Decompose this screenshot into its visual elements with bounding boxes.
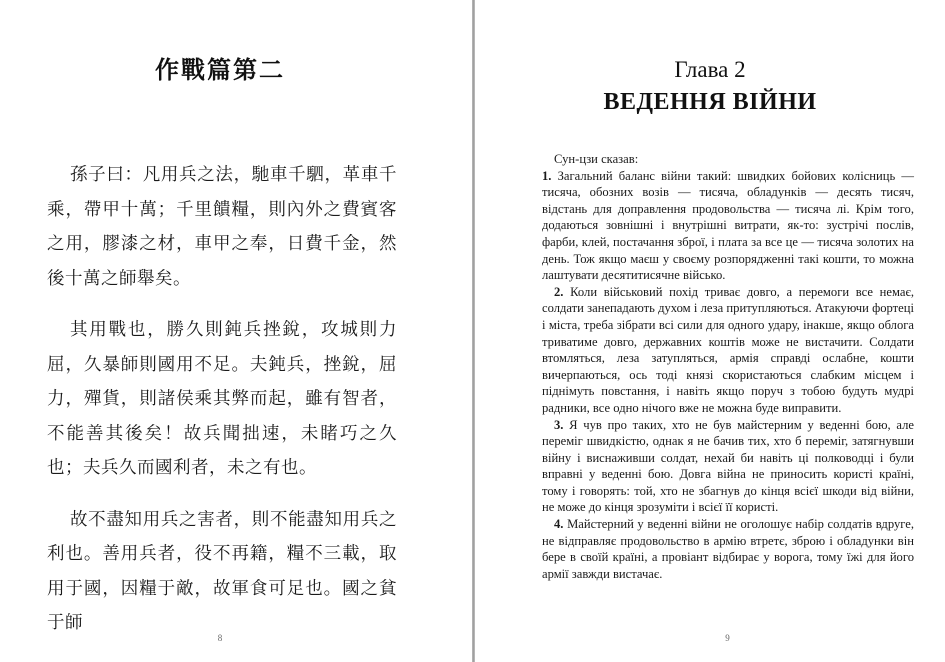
- paragraph-4: [542, 516, 914, 582]
- paragraph-4-text: Майстерний у веденні війни не оголошує набір солдатів вдруге, не відправляє продовольство в армію втретє, зброю і обладунки він бере в своїй країні, а провіант відбирає у ворога, тому їжі для його армії завжди вистачає.: [542, 517, 914, 581]
- paragraph-1: [542, 168, 914, 284]
- chapter-title: ВЕДЕННЯ ВІЙНИ: [603, 89, 817, 115]
- paragraph-3-text: Я чув про таких, хто не був майстерним у веденні бою, але переміг швидкістю, однак я не бачив тих, хто б переміг, затягнувши війну і виснаживши солдат, нехай би навіть ці полководці і були вправні у веденні бою. Довга війна не приносить користі країні, тому і говорять: той, хто не збагнув до кінця всієї шкоди від війни, не може до кінця зрозуміти і всієї її користі.: [542, 417, 914, 515]
- chinese-paragraph-2: 其用戰也，勝久則鈍兵挫銳，攻城則力屈，久暴師則國用不足。夫鈍兵，挫銳，屈力，殫貨，則諸侯乘其弊而起，雖有智者，不能善其後矣！故兵聞拙速，未睹巧之久也；夫兵久而國利者，未之有也。: [47, 320, 397, 478]
- intro-line: Сун-цзи сказав:: [554, 152, 639, 166]
- paragraph-2-number: 2.: [554, 284, 564, 299]
- paragraph-3: [542, 417, 914, 517]
- paragraph-2-text: Коли військовий похід триває довго, а перемоги все немає, солдати занепадають духом і леза притупляються. Атакуючи фортеці і міста, треба зібрати всі сили для одного удару, інакше, якщо облога триватиме довго, державних коштів може не вистачити. Солдати втомляться, леза затупляться, армія справді ослабне, кошти вичерпаються, ось тоді князі скористаються слабким місцем і піднімуть повстання, і навіть якщо поруч з тобою будуть мудрі радники, все одно нічого вже не можна буде виправити.: [542, 284, 914, 415]
- left-page-number: 8: [217, 633, 223, 643]
- paragraph-2: [542, 284, 914, 417]
- paragraph-1-text: Загальний баланс війни такий: швидких бойових колісниць — тисяча, обозних возів — тисяча, обладунків — десять тисяч, відстань для доправлення продовольства — тисяча лі. Крім того, додаються зовнішні і внутрішні витрати, як-то: зустрічі послів, фарби, клей, постачання зброї, і плата за все це — тисяча золотих на день. Тож якщо маєш у своєму розпорядженні такі кошти, то можна лаштувати десятитисячне військо.: [542, 168, 914, 283]
- paragraph-3-number: 3.: [554, 417, 564, 432]
- paragraph-4-number: 4.: [554, 517, 564, 532]
- chapter-heading: Глава 2: [674, 57, 746, 82]
- chinese-paragraph-3: 故不盡知用兵之害者，則不能盡知用兵之利也。善用兵者，役不再籍，糧不三載，取用于國，因糧于敵，故軍食可足也。國之貧于師: [47, 509, 397, 633]
- chinese-chapter-title: 作戰篇第二: [155, 56, 285, 84]
- chinese-text-body: [47, 158, 397, 658]
- right-page: [475, 0, 945, 662]
- right-page-number: 9: [725, 633, 730, 643]
- paragraph-1-number: 1.: [542, 168, 552, 183]
- chinese-paragraph-1: 孫子曰：凡用兵之法，馳車千駟，革車千乘，帶甲十萬；千里饋糧，則內外之費賓客之用，膠漆之材，車甲之奉，日費千金，然後十萬之師舉矣。: [47, 165, 397, 289]
- left-page: [0, 0, 472, 662]
- ukrainian-text-body: [542, 151, 914, 582]
